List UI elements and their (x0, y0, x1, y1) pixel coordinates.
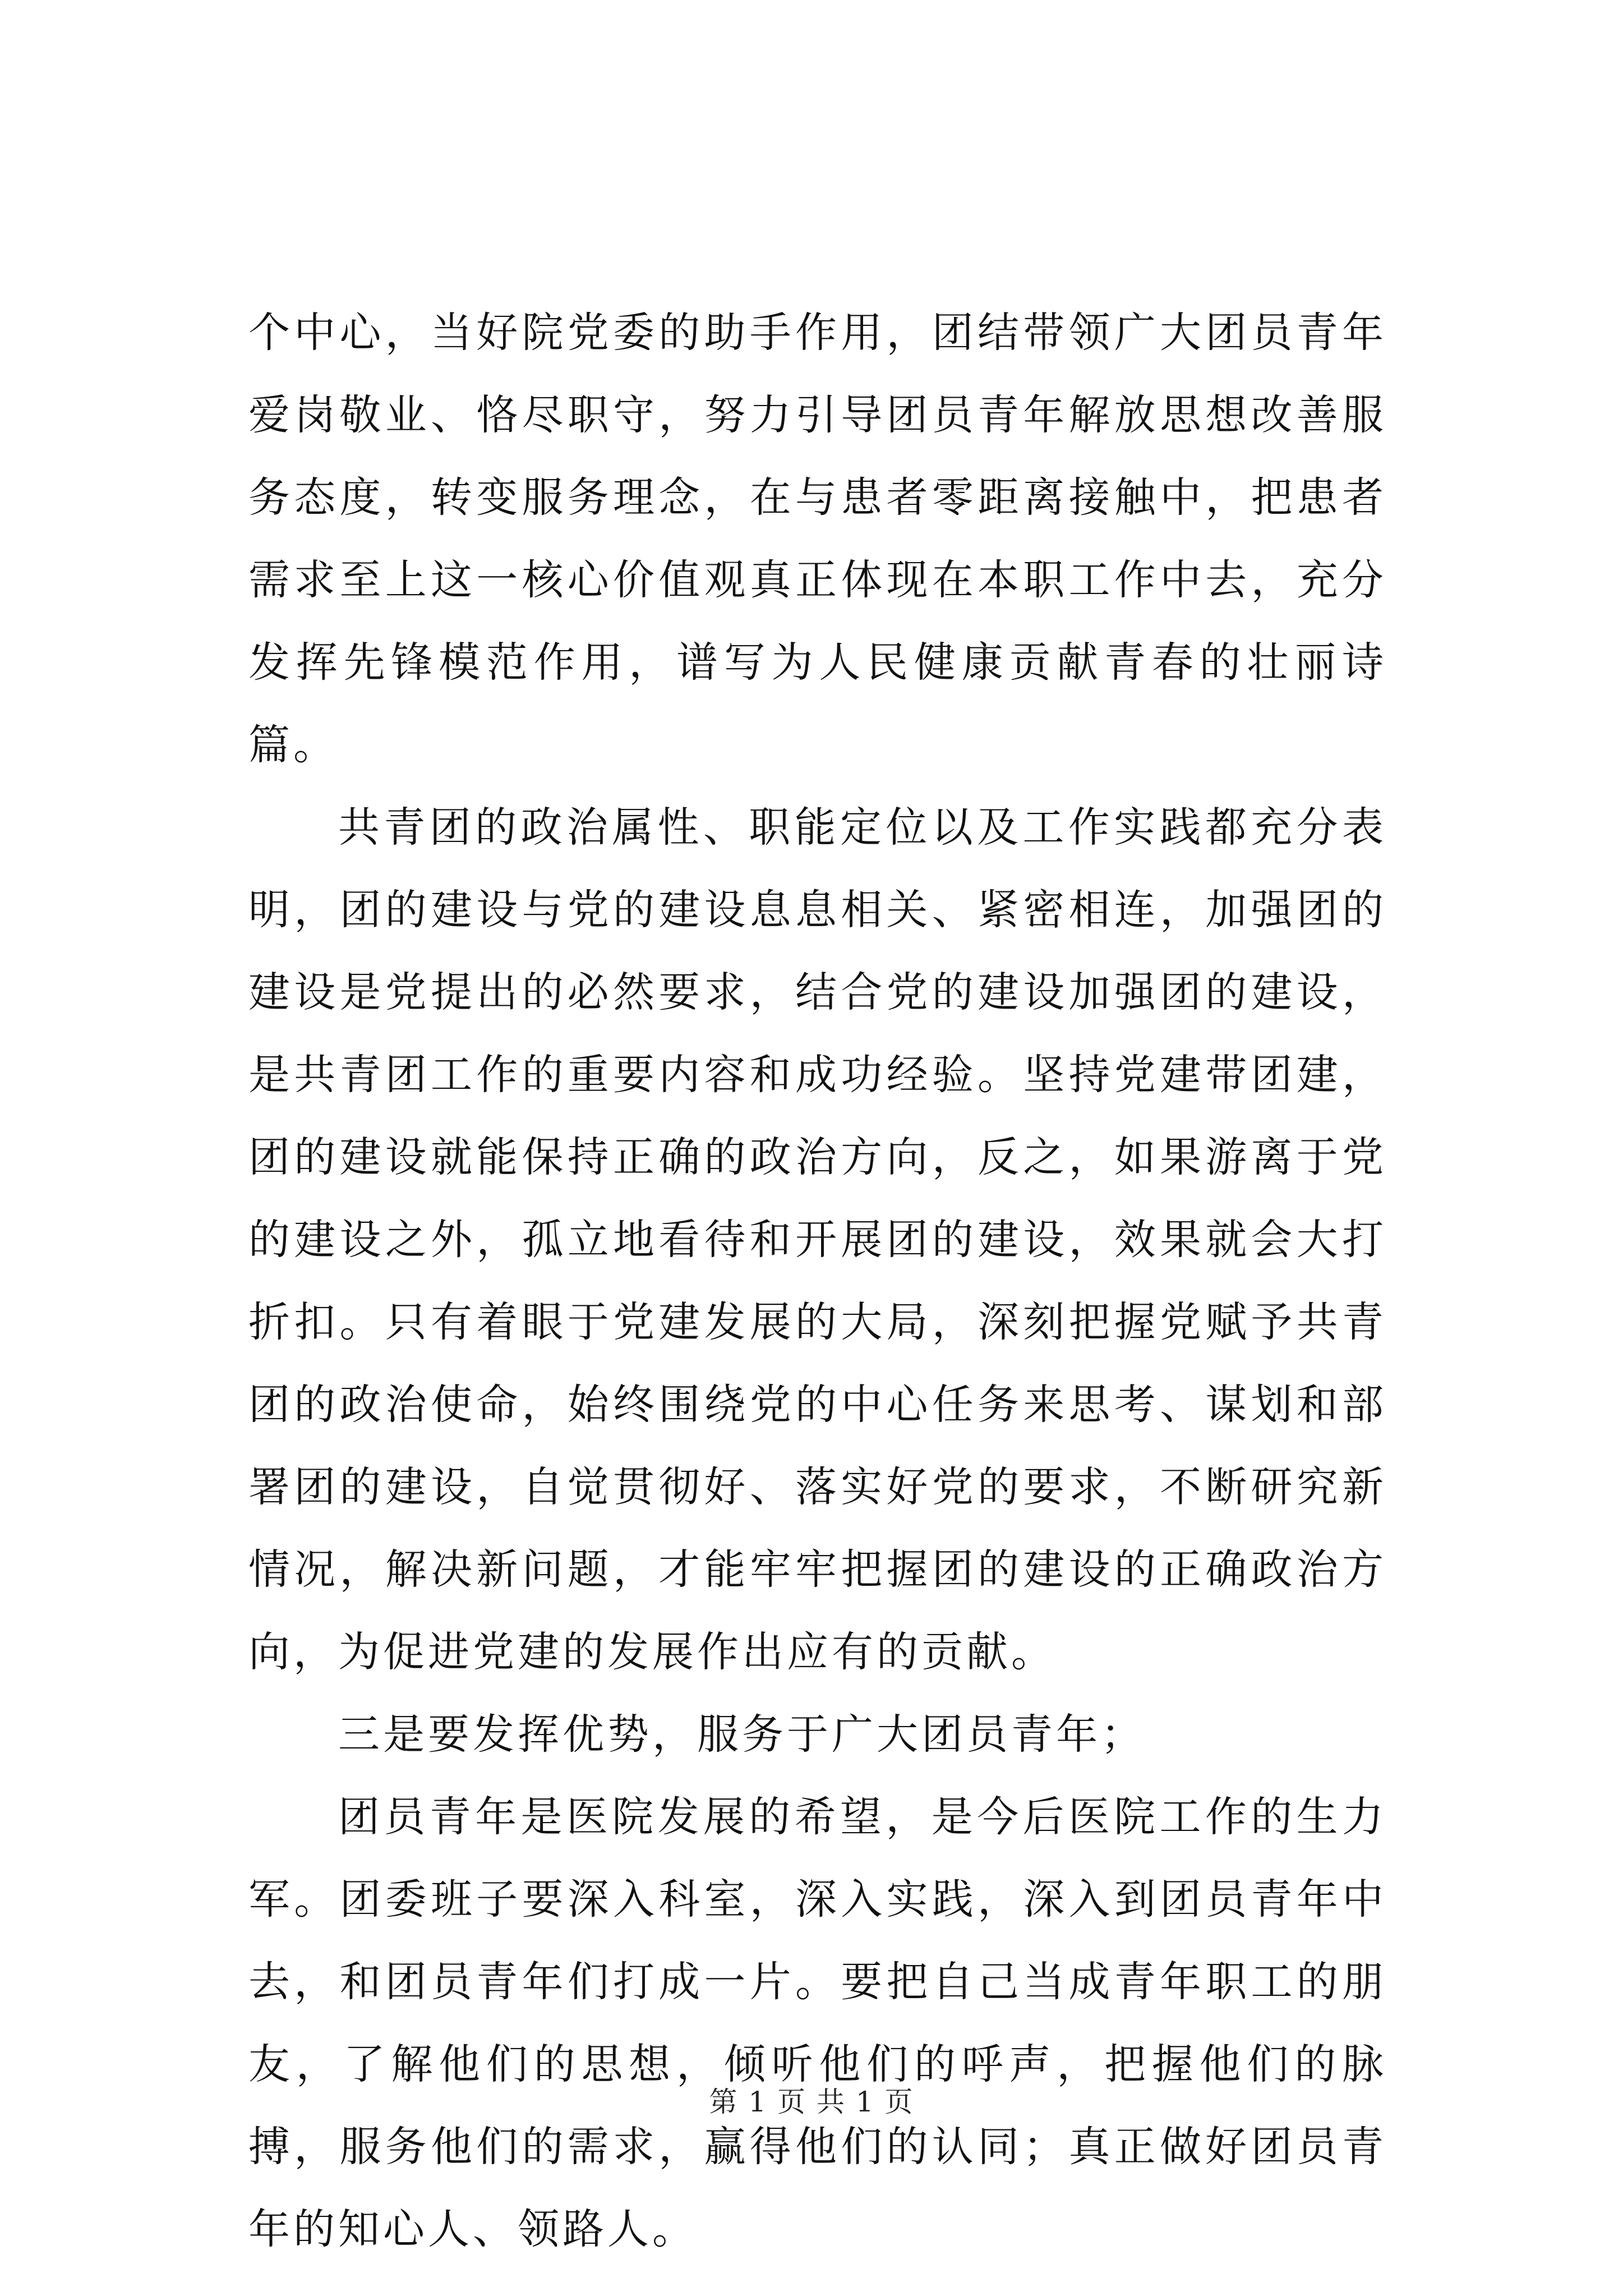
paragraph-party-building: 共青团的政治属性、职能定位以及工作实践都充分表明，团的建设与党的建设息息相关、紧密相连，加强团的建设是党提出的必然要求，结合党的建设加强团的建设，是共青团工作的重要内容和成功经验。坚持党建带团建，团的建设就能保持正确的政治方向，反之，如果游离于党的建设之外，孤立地看待和开展团的建设，效果就会大打折扣。只有着眼于党建发展的大局，深刻把握党赋予共青团的政治使命，始终围绕党的中心任务来思考、谋划和部署团的建设，自觉贯彻好、落实好党的要求，不断研究新情况，解决新问题，才能牢牢把握团的建设的正确政治方向，为促进党建的发展作出应有的贡献。 (248, 803, 1387, 1676)
document-body (248, 292, 1387, 2271)
page-number-footer: 第 1 页 共 1 页 (709, 2086, 914, 2118)
paragraph-point-three-heading: 三是要发挥优势，服务于广大团员青年； (338, 1710, 1146, 1759)
paragraph-youth-members: 团员青年是医院发展的希望，是今后医院工作的生力军。团委班子要深入科室，深入实践，深入到团员青年中去，和团员青年们打成一片。要把自己当成青年职工的朋友，了解他们的思想，倾听他们的呼声，把握他们的脉搏，服务他们的需求，赢得他们的认同；真正做好团员青年的知心人、领路人。 (248, 1793, 1387, 2253)
paragraph-continued: 个中心，当好院党委的助手作用，团结带领广大团员青年爱岗敬业、恪尽职守，努力引导团员青年解放思想改善服务态度，转变服务理念，在与患者零距离接触中，把患者需求至上这一核心价值观真正体现在本职工作中去，充分发挥先锋模范作用，谱写为人民健康贡献青春的壮丽诗篇。 (248, 309, 1387, 769)
